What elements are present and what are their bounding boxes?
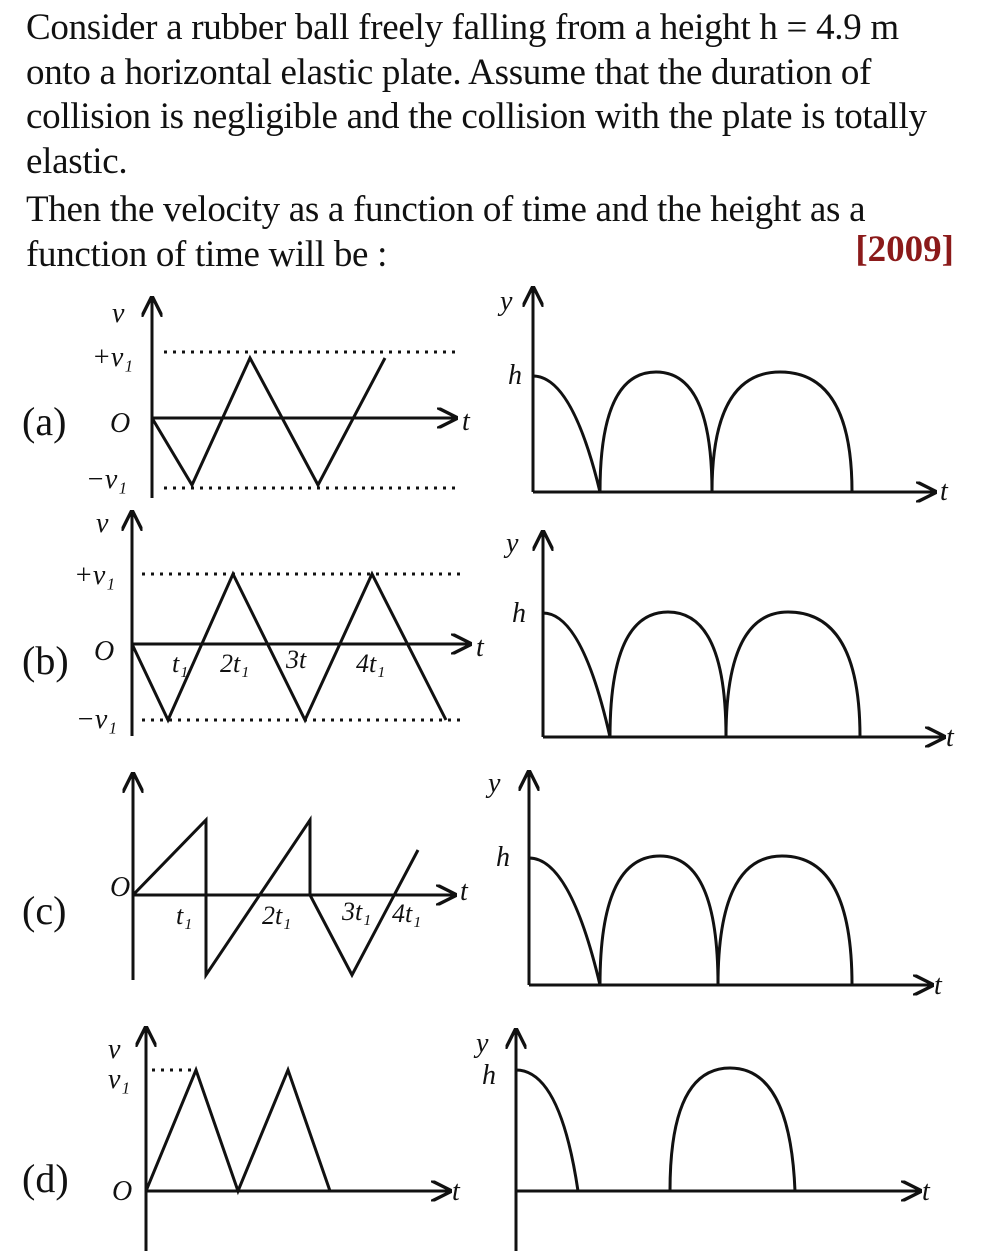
question-paragraph-1: Consider a rubber ball freely falling from a height h = 4.9 m onto a horizontal elastic plate. Assume that the duration of collision is negligible and the collision with the plate is totally elastic. [26, 7, 927, 182]
4t1-label: 4t₁ [392, 899, 422, 928]
h-label: h [508, 360, 522, 391]
2t1-label: 2t₁ [220, 649, 250, 678]
t-axis-label: t [462, 406, 470, 437]
option-b-height-graph [503, 528, 955, 753]
question-paragraph-2: Then the velocity as a function of time and the height as a function of time will be : [26, 189, 866, 275]
option-c-height-graph [485, 768, 943, 1001]
h-label: h [496, 842, 510, 873]
origin-label: O [110, 408, 131, 439]
option-d-height-graph [473, 1028, 931, 1251]
option-c[interactable] [22, 768, 943, 1001]
3t-label: 3t [286, 645, 307, 674]
option-c-velocity-graph [110, 774, 469, 980]
t-axis-label-2: t [934, 970, 942, 1001]
t-axis-label: t [460, 876, 468, 907]
origin-label: O [110, 872, 131, 903]
velocity-curve [133, 820, 418, 975]
option-d-label: (d) [22, 1156, 69, 1201]
plus-v1-label: +v₁ [74, 560, 116, 591]
t1-label: t₁ [176, 901, 193, 930]
minus-v1-label: −v₁ [76, 704, 118, 735]
option-b-label: (b) [22, 638, 69, 683]
origin-label: O [94, 636, 115, 667]
option-c-label: (c) [22, 888, 67, 933]
option-a-label: (a) [22, 399, 67, 444]
y-axis-label: y [500, 286, 513, 317]
option-a-velocity-graph [86, 298, 471, 498]
t1-label: t₁ [172, 649, 189, 678]
v-axis-label: v [96, 508, 109, 539]
option-a[interactable] [22, 286, 949, 507]
t-axis-label-2: t [922, 1176, 930, 1207]
year-tag: [2009] [855, 229, 954, 270]
height-curve [533, 372, 852, 492]
v1-label: v₁ [108, 1064, 131, 1095]
y-axis-label: y [488, 768, 501, 799]
option-a-height-graph [497, 286, 949, 507]
origin-label: O [112, 1176, 133, 1207]
y-axis-label: y [476, 1028, 489, 1059]
h-label: h [512, 598, 526, 629]
velocity-curve [152, 358, 385, 485]
option-d[interactable] [22, 1028, 931, 1251]
height-curve [543, 612, 860, 737]
4t1-label: 4t₁ [356, 649, 386, 678]
t-axis-label-2: t [940, 476, 948, 507]
t-axis-label: t [452, 1176, 460, 1207]
t-axis-label: t [476, 632, 484, 663]
height-curve [516, 1068, 795, 1191]
height-curve [529, 856, 852, 985]
minus-v1-label: −v₁ [86, 464, 128, 495]
y-axis-label: y [506, 528, 519, 559]
3t1-label: 3t₁ [342, 897, 372, 926]
t-axis-label-2: t [946, 722, 954, 753]
velocity-curve [146, 1070, 330, 1191]
v-axis-label: v [108, 1034, 121, 1065]
2t1-label: 2t₁ [262, 901, 292, 930]
h-label: h [482, 1060, 496, 1091]
option-b[interactable] [22, 508, 955, 753]
option-b-velocity-graph [74, 508, 485, 736]
v-axis-label: v [112, 298, 125, 329]
plus-v1-label: +v₁ [92, 342, 134, 373]
option-d-velocity-graph [108, 1028, 461, 1251]
